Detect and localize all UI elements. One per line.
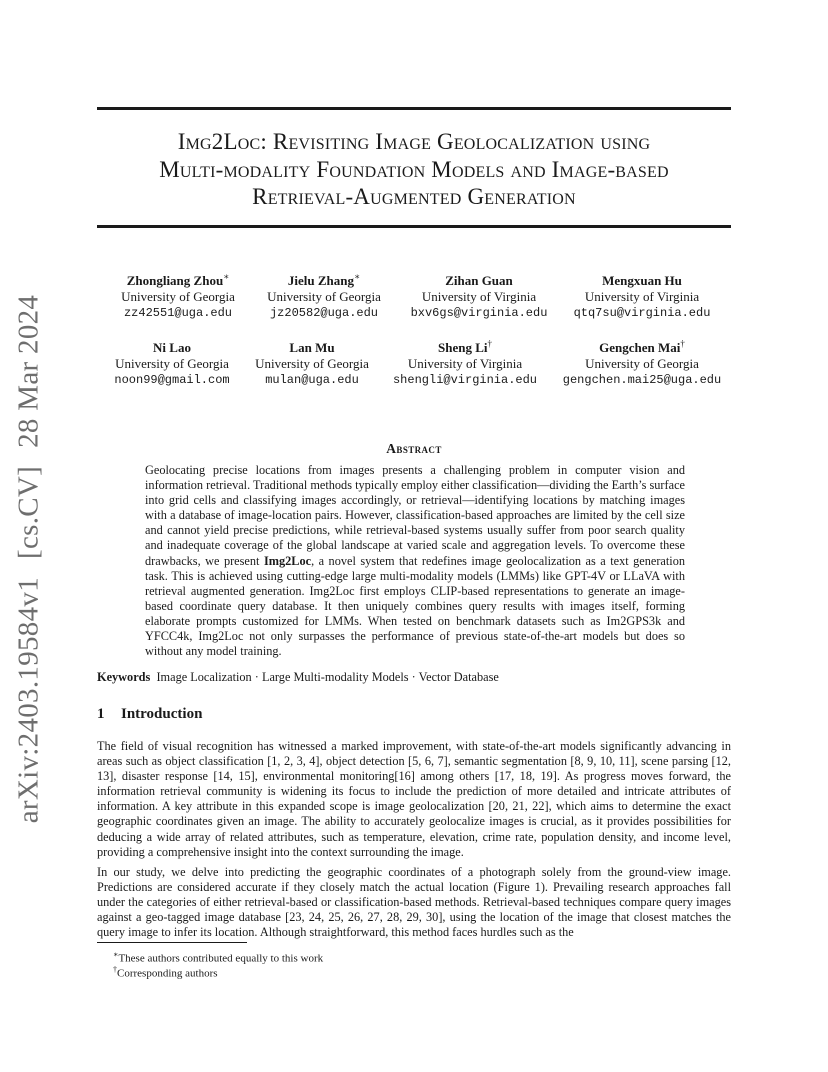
title-line-3: Retrieval-Augmented Generation — [252, 184, 576, 209]
section-title: Introduction — [121, 706, 203, 722]
author-affiliation: University of Virginia — [584, 289, 700, 304]
arxiv-category: [cs.CV] — [12, 465, 45, 559]
author-email: shengli@virginia.edu — [392, 373, 538, 387]
title-bottom-rule — [97, 225, 731, 228]
author-name: Zihan Guan — [445, 273, 513, 288]
author-email: gengchen.mai25@uga.edu — [562, 373, 722, 387]
author-email: zz42551@uga.edu — [123, 306, 233, 320]
author-affiliation: University of Georgia — [255, 356, 369, 371]
footnote-equal-contribution: ∗These authors contributed equally to this work — [113, 950, 324, 965]
author-affiliation: University of Georgia — [115, 356, 229, 371]
arxiv-id[interactable]: arXiv:2403.19584v1 — [12, 576, 45, 824]
author-email: jz20582@uga.edu — [269, 306, 379, 320]
author-block — [547, 340, 737, 388]
author-email: noon99@gmail.com — [114, 373, 230, 387]
author-name: Gengchen Mai† — [599, 338, 685, 355]
author-block — [552, 273, 732, 321]
author-affiliation: University of Georgia — [267, 289, 381, 304]
paper-title — [97, 128, 731, 211]
author-name: Mengxuan Hu — [602, 273, 682, 288]
footnote-rule — [97, 942, 247, 943]
author-affiliation: University of Georgia — [121, 289, 235, 304]
author-name: Ni Lao — [153, 340, 191, 355]
author-block — [375, 340, 555, 388]
author-name: Lan Mu — [289, 340, 335, 355]
author-affiliation: University of Virginia — [421, 289, 537, 304]
author-name: Zhongliang Zhou∗ — [126, 271, 230, 288]
section-heading — [97, 706, 202, 723]
section-number: 1 — [97, 706, 105, 722]
author-email: qtq7su@virginia.edu — [573, 306, 711, 320]
intro-paragraph-2: In our study, we delve into predicting the geographic coordinates of a photograph solely from the ground-view image. Predictions are considered accurate if they closely match the actual location (Figure 1). Prevailing research approaches fall under the categories of either retrieval-based or classification-based methods. Retrieval-based techniques compare query images against a geo-tagged image database [23, 24, 25, 26, 27, 28, 29, 30], using the location of the image that closest matches the query image to infer its location. Although straightforward, this method faces hurdles such as the — [97, 865, 731, 940]
abstract-body: Geolocating precise locations from images presents a challenging problem in computer vision and information retrieval. Traditional methods typically employ either classification—dividing the Earth’s surface into grid cells and classifying images accordingly, or retrieval—identifying locations by matching images with a database of image-location pairs. However, classification-based approaches are limited by the cell size and cannot yield precise predictions, while retrieval-based systems usually suffer from poor search quality and inadequate coverage of the global landscape at varied scale and aggregation levels. To overcome these drawbacks, we present Img2Loc, a novel system that redefines image geolocalization as a text generation task. This is achieved using cutting-edge large multi-modality models (LMMs) like GPT-4V or LLaVA with retrieval augmented generation. Img2Loc first employs CLIP-based representations to generate an image-based coordinate query database. It then uniquely combines query results with images itself, forming elaborate prompts customized for LMMs. When tested on benchmark datasets such as Im2GPS3k and YFCC4k, Img2Loc not only surpasses the performance of previous state-of-the-art models but does so without any model training. — [145, 463, 685, 659]
intro-paragraph-1: The field of visual recognition has witnessed a marked improvement, with state-of-the-art models significantly advancing in areas such as object classification [1, 2, 3, 4], object detection [5, 6, 7], semantic segmentation [8, 9, 10, 11], scene parsing [12, 13], disaster response [14, 15], environmental monitoring[16] among others [17, 18, 19]. As progress moves forward, the information retrieval community is widening its focus to include the prediction of more detailed and intricate attributes of information. A key attribute in this expanded scope is image geolocalization [20, 21, 22], which aims to determine the exact geographic coordinates given an image. The ability to accurately geolocalize images is crucial, as it provides possibilities for deducing a wide array of related attributes, such as temperature, elevation, crime rate, population density, and income level, providing a comprehensive insight into the context surrounding the image. — [97, 739, 731, 859]
author-name: Jielu Zhang∗ — [287, 271, 361, 288]
author-block — [234, 273, 414, 321]
title-line-2: Multi-modality Foundation Models and Image-based — [159, 156, 669, 182]
keywords — [97, 670, 499, 685]
author-block — [389, 273, 569, 321]
author-name: Sheng Li† — [438, 338, 492, 355]
author-email: bxv6gs@virginia.edu — [410, 306, 548, 320]
author-email: mulan@uga.edu — [265, 373, 359, 387]
footnote-corresponding: †Corresponding authors — [113, 965, 218, 980]
title-top-rule — [97, 107, 731, 110]
keywords-label: Keywords — [97, 670, 151, 684]
title-line-1: Img2Loc: Revisiting Image Geolocalization using — [177, 129, 651, 154]
arxiv-date: 28 Mar 2024 — [12, 294, 45, 448]
arxiv-stamp — [13, 277, 46, 823]
abstract-heading: Abstract — [386, 441, 442, 456]
keywords-text: Image Localization · Large Multi-modality Models · Vector Database — [156, 670, 499, 684]
author-affiliation: University of Georgia — [585, 356, 699, 371]
author-affiliation: University of Virginia — [407, 356, 523, 371]
